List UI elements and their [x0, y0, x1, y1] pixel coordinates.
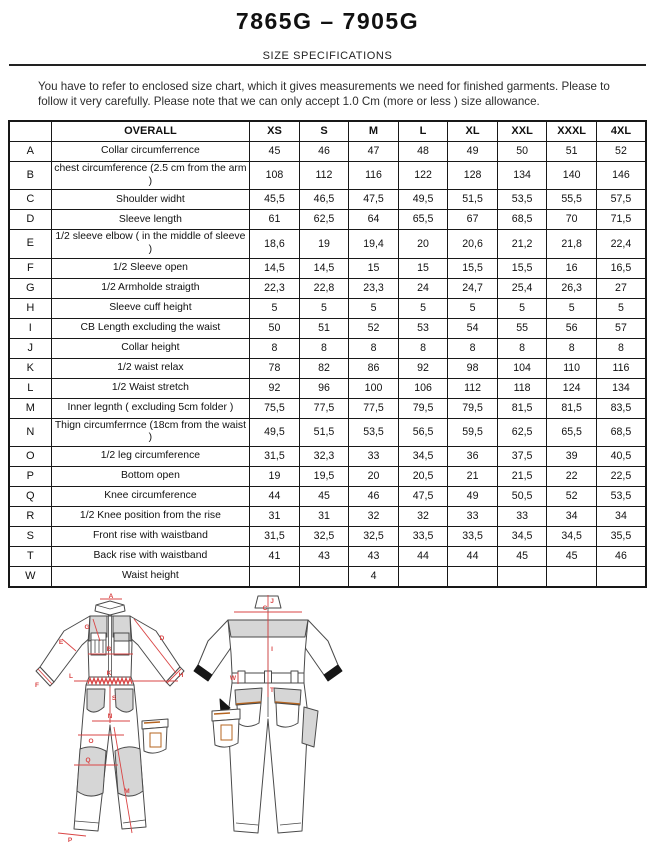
size-value: 20 [398, 230, 448, 258]
size-value: 53 [398, 318, 448, 338]
size-value: 51,5 [299, 418, 349, 446]
size-value: 96 [299, 378, 349, 398]
size-value: 71,5 [596, 210, 646, 230]
dim-label-L: L [69, 673, 73, 681]
dim-label-H: H [178, 672, 184, 680]
size-value: 33,5 [448, 527, 498, 547]
table-row [9, 507, 646, 527]
row-name: 1/2 leg circumference [51, 447, 250, 467]
size-value: 134 [596, 378, 646, 398]
size-header: M [349, 121, 399, 142]
size-value: 21,2 [497, 230, 547, 258]
size-value: 57 [596, 318, 646, 338]
size-value: 20,6 [448, 230, 498, 258]
size-value: 75,5 [250, 398, 300, 418]
row-code: M [9, 398, 51, 418]
size-value: 53,5 [349, 418, 399, 446]
table-row [9, 210, 646, 230]
size-value: 32 [349, 507, 399, 527]
size-value: 68,5 [497, 210, 547, 230]
size-value: 51,5 [448, 190, 498, 210]
header-rule [9, 64, 646, 66]
table-row [9, 278, 646, 298]
size-value: 45,5 [250, 190, 300, 210]
table-row [9, 258, 646, 278]
size-value [448, 567, 498, 588]
size-value: 34,5 [497, 527, 547, 547]
table-row [9, 418, 646, 446]
row-name: Sleeve cuff height [51, 298, 250, 318]
row-name: Shoulder widht [51, 190, 250, 210]
size-value: 116 [349, 162, 399, 190]
size-value: 50,5 [497, 487, 547, 507]
size-value: 34,5 [398, 447, 448, 467]
size-value: 24,7 [448, 278, 498, 298]
size-value: 98 [448, 358, 498, 378]
row-name: Bottom open [51, 467, 250, 487]
row-name: Front rise with waistband [51, 527, 250, 547]
size-value: 45 [250, 142, 300, 162]
corner-cell [9, 121, 51, 142]
row-name: Sleeve length [51, 210, 250, 230]
row-code: A [9, 142, 51, 162]
size-value: 5 [398, 298, 448, 318]
size-value: 40,5 [596, 447, 646, 467]
size-value: 32 [398, 507, 448, 527]
size-value: 22,8 [299, 278, 349, 298]
size-value: 43 [299, 547, 349, 567]
size-value: 23,3 [349, 278, 399, 298]
size-value: 52 [596, 142, 646, 162]
size-value: 32,3 [299, 447, 349, 467]
header-row [9, 121, 646, 142]
size-value: 5 [547, 298, 597, 318]
dim-label-W: W [229, 675, 237, 683]
size-value: 5 [349, 298, 399, 318]
row-code: H [9, 298, 51, 318]
size-value: 47,5 [349, 190, 399, 210]
dim-label-K: K [106, 670, 112, 678]
dim-label-I: I [271, 646, 273, 654]
size-value: 81,5 [547, 398, 597, 418]
size-value: 36 [448, 447, 498, 467]
table-row [9, 447, 646, 467]
dim-label-B: B [106, 646, 112, 654]
size-value: 5 [596, 298, 646, 318]
size-value [596, 567, 646, 588]
size-value: 19 [299, 230, 349, 258]
size-value: 110 [547, 358, 597, 378]
row-name: chest circumference (2.5 cm from the arm ) [51, 162, 250, 190]
size-value: 77,5 [299, 398, 349, 418]
size-value: 19,4 [349, 230, 399, 258]
table-row [9, 547, 646, 567]
dim-label-F: F [35, 682, 39, 690]
size-value: 4 [349, 567, 399, 588]
row-code: F [9, 258, 51, 278]
size-value: 122 [398, 162, 448, 190]
size-value: 124 [547, 378, 597, 398]
size-table [8, 120, 647, 588]
row-code: E [9, 230, 51, 258]
row-name: 1/2 Sleeve open [51, 258, 250, 278]
size-value: 27 [596, 278, 646, 298]
size-value: 22,5 [596, 467, 646, 487]
size-value: 33 [448, 507, 498, 527]
row-code: B [9, 162, 51, 190]
size-value: 62,5 [497, 418, 547, 446]
size-value: 52 [349, 318, 399, 338]
size-value: 55,5 [547, 190, 597, 210]
dim-label-P: P [67, 837, 73, 845]
table-row [9, 338, 646, 358]
size-value: 33 [497, 507, 547, 527]
size-value: 49,5 [250, 418, 300, 446]
row-name: 1/2 Armholde straigth [51, 278, 250, 298]
size-value: 15 [349, 258, 399, 278]
size-value: 140 [547, 162, 597, 190]
size-value: 16 [547, 258, 597, 278]
size-value: 49 [448, 142, 498, 162]
table-row [9, 142, 646, 162]
size-value: 34 [547, 507, 597, 527]
size-value: 46,5 [299, 190, 349, 210]
row-code: R [9, 507, 51, 527]
row-name: Collar height [51, 338, 250, 358]
garment-diagrams [0, 593, 655, 846]
size-value: 8 [596, 338, 646, 358]
size-value: 43 [349, 547, 399, 567]
size-value: 83,5 [596, 398, 646, 418]
row-code: L [9, 378, 51, 398]
table-row [9, 567, 646, 588]
size-value: 79,5 [398, 398, 448, 418]
size-value: 79,5 [448, 398, 498, 418]
dim-label-O: O [88, 738, 94, 746]
size-value: 8 [497, 338, 547, 358]
size-value: 35,5 [596, 527, 646, 547]
size-value: 56 [547, 318, 597, 338]
size-value: 8 [250, 338, 300, 358]
page-title: 7865G – 7905G [235, 8, 420, 34]
size-value: 82 [299, 358, 349, 378]
size-value: 31,5 [250, 447, 300, 467]
table-row [9, 487, 646, 507]
size-value: 68,5 [596, 418, 646, 446]
dim-label-C: C [262, 605, 268, 613]
row-name: 1/2 sleeve elbow ( in the middle of sleeve ) [51, 230, 250, 258]
size-value: 25,4 [497, 278, 547, 298]
size-value: 21,5 [497, 467, 547, 487]
size-value: 32,5 [299, 527, 349, 547]
table-row [9, 467, 646, 487]
size-value: 92 [398, 358, 448, 378]
row-name: 1/2 Waist stretch [51, 378, 250, 398]
size-value: 8 [349, 338, 399, 358]
size-value: 37,5 [497, 447, 547, 467]
size-value: 92 [250, 378, 300, 398]
size-value: 118 [497, 378, 547, 398]
size-value: 14,5 [299, 258, 349, 278]
row-code: D [9, 210, 51, 230]
size-value: 47,5 [398, 487, 448, 507]
size-value: 22,4 [596, 230, 646, 258]
dim-label-D: D [159, 635, 165, 643]
row-code: T [9, 547, 51, 567]
overall-header: OVERALL [51, 121, 250, 142]
row-name: Collar circumferrence [51, 142, 250, 162]
size-value: 57,5 [596, 190, 646, 210]
size-value: 33 [349, 447, 399, 467]
size-value: 8 [448, 338, 498, 358]
size-value: 62,5 [299, 210, 349, 230]
table-row [9, 230, 646, 258]
table-row [9, 527, 646, 547]
size-value: 39 [547, 447, 597, 467]
size-value: 32,5 [349, 527, 399, 547]
row-code: G [9, 278, 51, 298]
size-value: 45 [497, 547, 547, 567]
size-value: 44 [448, 547, 498, 567]
row-name: CB Length excluding the waist [51, 318, 250, 338]
size-value: 8 [299, 338, 349, 358]
size-value: 31 [250, 507, 300, 527]
size-value: 26,3 [547, 278, 597, 298]
size-value: 46 [596, 547, 646, 567]
table-row [9, 162, 646, 190]
size-value: 19 [250, 467, 300, 487]
size-value [547, 567, 597, 588]
row-code: I [9, 318, 51, 338]
coverall-back-diagram [192, 593, 352, 846]
table-row [9, 398, 646, 418]
size-value: 56,5 [398, 418, 448, 446]
size-value: 15,5 [448, 258, 498, 278]
size-value: 78 [250, 358, 300, 378]
size-value: 5 [497, 298, 547, 318]
size-value: 41 [250, 547, 300, 567]
size-value: 49,5 [398, 190, 448, 210]
table-row [9, 318, 646, 338]
dim-label-Q: Q [85, 757, 91, 765]
size-value: 54 [448, 318, 498, 338]
size-value: 50 [497, 142, 547, 162]
row-code: Q [9, 487, 51, 507]
size-value [497, 567, 547, 588]
size-value: 59,5 [448, 418, 498, 446]
size-value: 70 [547, 210, 597, 230]
size-value: 55 [497, 318, 547, 338]
dim-label-N: N [107, 713, 113, 721]
size-value: 8 [398, 338, 448, 358]
size-value: 44 [250, 487, 300, 507]
size-value: 5 [250, 298, 300, 318]
size-value: 64 [349, 210, 399, 230]
dim-label-E: E [58, 639, 64, 647]
dim-label-S: S [111, 695, 117, 703]
row-name: Knee circumference [51, 487, 250, 507]
size-value: 31,5 [250, 527, 300, 547]
size-value: 15,5 [497, 258, 547, 278]
row-name: 1/2 Knee position from the rise [51, 507, 250, 527]
dim-label-T: T [270, 687, 274, 695]
size-value: 53,5 [596, 487, 646, 507]
size-value: 53,5 [497, 190, 547, 210]
row-name: Thign circumferrnce (18cm from the waist ) [51, 418, 250, 446]
page-subtitle: SIZE SPECIFICATIONS [262, 50, 393, 62]
size-value: 134 [497, 162, 547, 190]
size-value: 104 [497, 358, 547, 378]
size-value: 112 [448, 378, 498, 398]
size-value: 65,5 [398, 210, 448, 230]
size-value: 67 [448, 210, 498, 230]
size-value: 108 [250, 162, 300, 190]
size-value: 47 [349, 142, 399, 162]
size-table-body [9, 142, 646, 588]
size-value: 5 [299, 298, 349, 318]
size-value: 21 [448, 467, 498, 487]
table-row [9, 358, 646, 378]
size-header: XXXL [547, 121, 597, 142]
size-value: 31 [299, 507, 349, 527]
size-value: 128 [448, 162, 498, 190]
size-header: S [299, 121, 349, 142]
size-value: 50 [250, 318, 300, 338]
size-value: 45 [547, 547, 597, 567]
size-value: 116 [596, 358, 646, 378]
row-code: K [9, 358, 51, 378]
size-value: 65,5 [547, 418, 597, 446]
size-value: 22 [547, 467, 597, 487]
table-row [9, 298, 646, 318]
size-value: 44 [398, 547, 448, 567]
row-name: 1/2 waist relax [51, 358, 250, 378]
size-value: 34,5 [547, 527, 597, 547]
row-code: P [9, 467, 51, 487]
size-value: 34 [596, 507, 646, 527]
size-value: 19,5 [299, 467, 349, 487]
size-value: 20,5 [398, 467, 448, 487]
size-value: 112 [299, 162, 349, 190]
size-header: XL [448, 121, 498, 142]
size-value: 5 [448, 298, 498, 318]
size-value: 51 [547, 142, 597, 162]
row-code: O [9, 447, 51, 467]
size-value: 15 [398, 258, 448, 278]
size-header: 4XL [596, 121, 646, 142]
size-header: L [398, 121, 448, 142]
size-value: 14,5 [250, 258, 300, 278]
dim-label-M: M [124, 788, 130, 796]
row-code: W [9, 567, 51, 588]
row-code: J [9, 338, 51, 358]
row-code: N [9, 418, 51, 446]
size-value: 46 [349, 487, 399, 507]
size-value: 77,5 [349, 398, 399, 418]
size-value: 46 [299, 142, 349, 162]
size-value [398, 567, 448, 588]
intro-text: You have to refer to enclosed size chart, which it gives measurements we need for finished garments. Please to follow it very carefully. Please note that we can only accept 1.0 Cm (more or less ) size allowance. [38, 80, 610, 108]
size-value: 18,6 [250, 230, 300, 258]
size-header: XXL [497, 121, 547, 142]
size-value [299, 567, 349, 588]
row-name: Waist height [51, 567, 250, 588]
size-value: 52 [547, 487, 597, 507]
row-name: Back rise with waistband [51, 547, 250, 567]
row-code: S [9, 527, 51, 547]
size-value: 8 [547, 338, 597, 358]
size-value: 81,5 [497, 398, 547, 418]
size-value: 146 [596, 162, 646, 190]
size-value: 20 [349, 467, 399, 487]
size-value: 24 [398, 278, 448, 298]
coverall-front-diagram [30, 593, 190, 846]
size-value [250, 567, 300, 588]
size-header: XS [250, 121, 300, 142]
table-row [9, 190, 646, 210]
dim-label-J: J [270, 598, 274, 606]
size-value: 48 [398, 142, 448, 162]
size-value: 21,8 [547, 230, 597, 258]
table-row [9, 378, 646, 398]
size-value: 22,3 [250, 278, 300, 298]
size-value: 100 [349, 378, 399, 398]
size-value: 16,5 [596, 258, 646, 278]
size-value: 86 [349, 358, 399, 378]
row-name: Inner legnth ( excluding 5cm folder ) [51, 398, 250, 418]
dim-label-A: A [108, 593, 114, 601]
size-value: 45 [299, 487, 349, 507]
size-value: 33,5 [398, 527, 448, 547]
size-value: 61 [250, 210, 300, 230]
size-value: 49 [448, 487, 498, 507]
dim-label-G: G [84, 624, 90, 632]
row-code: C [9, 190, 51, 210]
size-value: 106 [398, 378, 448, 398]
size-value: 51 [299, 318, 349, 338]
